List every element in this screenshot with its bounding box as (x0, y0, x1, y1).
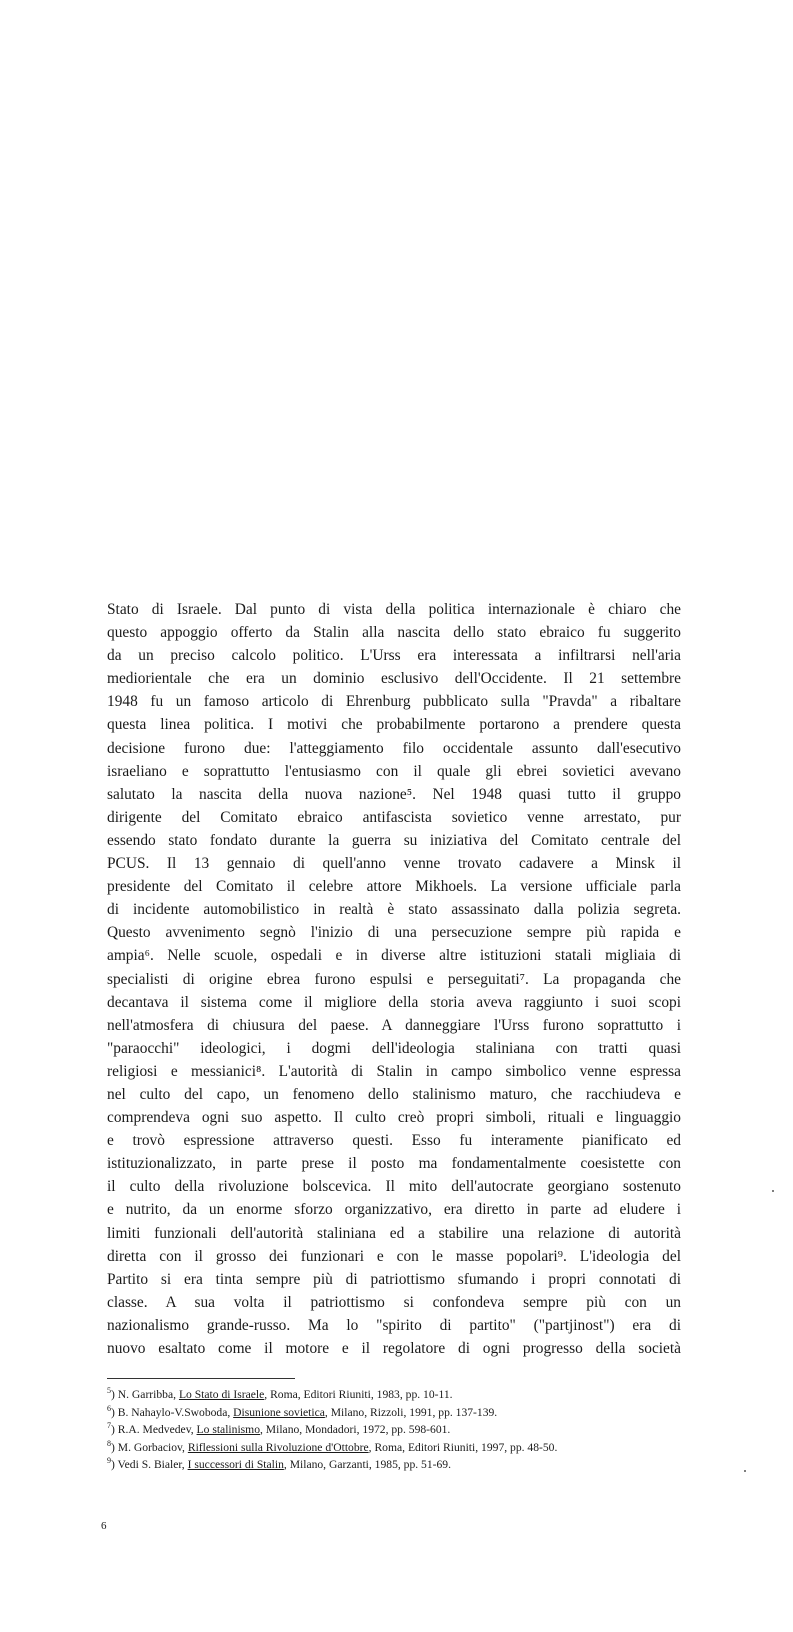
footnote-title: Disunione sovietica (233, 1405, 325, 1419)
body-line: mediorientale che era un dominio esclusivo dell'Occidente. Il 21 settembre (107, 670, 681, 688)
body-line: questa linea politica. I motivi che probabilmente portarono a prendere questa (107, 716, 681, 734)
footnote (107, 1439, 681, 1457)
body-line: dirigente del Comitato ebraico antifascista sovietico venne arrestato, pur (107, 808, 681, 826)
body-line: "paraocchi" ideologici, i dogmi dell'ideologia staliniana con tratti quasi (107, 1039, 681, 1057)
footnote-divider (107, 1378, 295, 1379)
footnote-details: , Milano, Mondadori, 1972, pp. 598-601. (260, 1423, 451, 1437)
body-line: salutato la nascita della nuova nazione⁵. Nel 1948 quasi tutto il gruppo (107, 785, 681, 803)
footnote-mark: 8 (107, 1438, 111, 1448)
scan-speck (772, 1190, 774, 1192)
body-line: nell'atmosfera di chiusura del paese. A danneggiare l'Urss furono soprattutto i (107, 1016, 681, 1034)
page-number: 6 (101, 1520, 107, 1532)
footnote-details: , Milano, Rizzoli, 1991, pp. 137-139. (324, 1405, 498, 1419)
body-line: nel culto del capo, un fenomeno dello stalinismo maturo, che racchiudeva e (107, 1085, 681, 1103)
body-line: essendo stato fondato durante la guerra su iniziativa del Comitato centrale del (107, 831, 681, 849)
footnote-mark: 9 (107, 1456, 111, 1466)
footnote-mark: 7 (107, 1421, 111, 1431)
footnote-details: , Roma, Editori Riuniti, 1983, pp. 10-11. (264, 1388, 453, 1401)
footnote-author: ) Vedi S. Bialer, (111, 1458, 188, 1472)
body-line: decantava il sistema come il migliore della storia aveva raggiunto i suoi scopi (107, 993, 681, 1011)
footnotes (107, 1386, 681, 1474)
footnote-mark: 6 (107, 1403, 111, 1413)
body-line: Stato di Israele. Dal punto di vista della politica internazionale è chiaro che (107, 601, 681, 618)
scan-speck (744, 1470, 746, 1472)
body-line: nazionalismo grande-russo. Ma lo "spirito di partito" ("partjinost") era di (107, 1316, 681, 1334)
body-line: 1948 fu un famoso articolo di Ehrenburg pubblicato sulla "Pravda" a ribaltare (107, 693, 681, 711)
body-line: decisione furono due: l'atteggiamento filo occidentale assunto dall'esecutivo (107, 739, 681, 757)
footnote (107, 1386, 681, 1404)
body-line: di incidente automobilistico in realtà è stato assassinato dalla polizia segreta. (107, 901, 681, 919)
footnote-title: Lo Stato di Israele (178, 1388, 265, 1401)
footnote-details: , Milano, Garzanti, 1985, pp. 51-69. (283, 1458, 452, 1472)
body-line: e nutrito, da un enorme sforzo organizzativo, era diretto in parte ad eludere i (107, 1201, 681, 1219)
footnote-author: ) N. Garribba, (111, 1388, 179, 1401)
body-line: religiosi e messianici⁸. L'autorità di Stalin in campo simbolico venne espressa (107, 1062, 681, 1080)
body-line: da un preciso calcolo politico. L'Urss era interessata a infiltrarsi nell'aria (107, 647, 681, 665)
footnote-title: I successori di Stalin (187, 1458, 284, 1472)
body-line: comprendeva ogni suo aspetto. Il culto creò propri simboli, rituali e linguaggio (107, 1109, 681, 1127)
body-line: Partito si era tinta sempre più di patriottismo sfumando i propri connotati di (107, 1270, 681, 1288)
body-line: presidente del Comitato il celebre attore Mikhoels. La versione ufficiale parla (107, 878, 681, 896)
body-line: questo appoggio offerto da Stalin alla nascita dello stato ebraico fu suggerito (107, 624, 681, 642)
footnote (107, 1404, 681, 1422)
body-line: classe. A sua volta il patriottismo si confondeva sempre più con un (107, 1293, 681, 1311)
footnote-author: ) R.A. Medvedev, (111, 1423, 197, 1437)
body-line: PCUS. Il 13 gennaio di quell'anno venne trovato cadavere a Minsk il (107, 855, 681, 873)
footnote-author: ) M. Gorbaciov, (111, 1440, 188, 1454)
body-text (107, 598, 681, 1360)
body-line: limiti funzionali dell'autorità staliniana ed a stabilire una relazione di autorità (107, 1224, 681, 1242)
body-line: specialisti di origine ebrea furono espulsi e perseguitati⁷. La propaganda che (107, 970, 681, 988)
footnote-mark: 5 (107, 1386, 111, 1396)
footnote-author: ) B. Nahaylo-V.Swoboda, (111, 1405, 234, 1419)
footnote-details: , Roma, Editori Riuniti, 1997, pp. 48-50. (368, 1440, 558, 1454)
body-line: nuovo esaltato come il motore e il regolatore di ogni progresso della società (107, 1340, 681, 1357)
body-line: e trovò espressione attraverso questi. Esso fu interamente pianificato ed (107, 1132, 681, 1150)
body-line: istituzionalizzato, in parte prese il posto ma fondamentalmente coesistette con (107, 1155, 681, 1173)
body-line: Questo avvenimento segnò l'inizio di una persecuzione sempre più rapida e (107, 924, 681, 942)
body-line: diretta con il grosso dei funzionari e con le masse popolari⁹. L'ideologia del (107, 1247, 681, 1265)
body-line: il culto della rivoluzione bolscevica. Il mito dell'autocrate georgiano sostenuto (107, 1178, 681, 1196)
footnote (107, 1421, 681, 1439)
body-line: israeliano e soprattutto l'entusiasmo con il quale gli ebrei sovietici avevano (107, 762, 681, 780)
footnote (107, 1456, 681, 1474)
body-line: ampia⁶. Nelle scuole, ospedali e in diverse altre istituzioni statali migliaia di (107, 947, 681, 965)
footnote-title: Riflessioni sulla Rivoluzione d'Ottobre (187, 1440, 369, 1454)
footnote-title: Lo stalinismo (196, 1423, 260, 1437)
